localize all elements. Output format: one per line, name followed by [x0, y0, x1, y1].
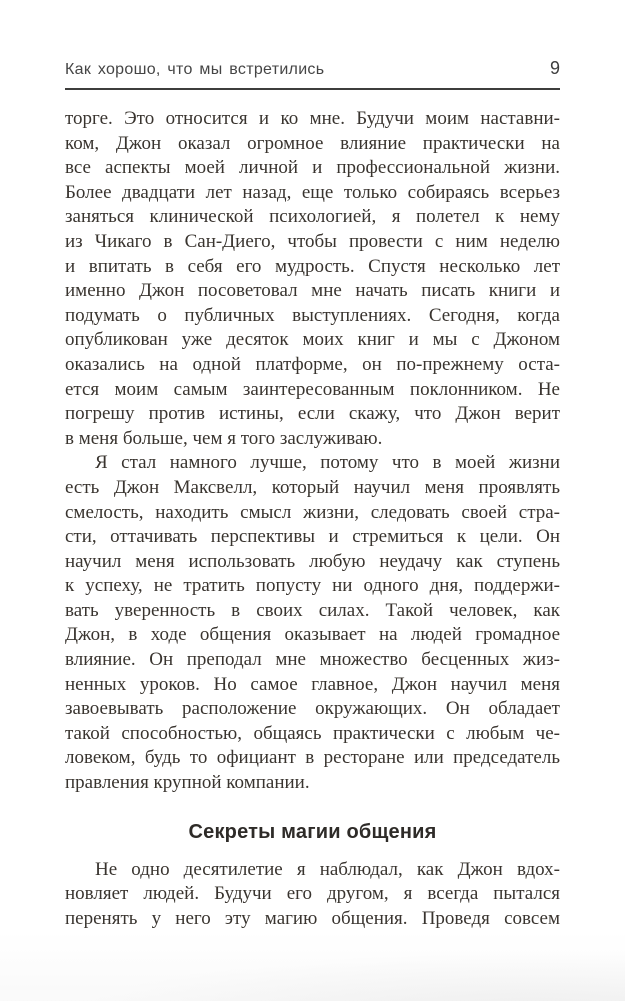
text-line: Джон, в ходе общения оказывает на людей громадное	[65, 624, 560, 646]
text-line: именно Джон посоветовал мне начать писать книги и	[65, 280, 560, 302]
paragraph-3	[65, 858, 560, 932]
text-line: завоевывать расположение окружающих. Он обладает	[65, 698, 560, 720]
text-line: есть Джон Максвелл, который научил меня проявлять	[65, 476, 560, 498]
text-line: Я стал намного лучше, потому что в моей жизни	[95, 452, 560, 474]
text-line: сти, оттачивать перспективы и стремиться к цели. Он	[65, 526, 560, 548]
text-line: ловеком, будь то официант в ресторане или председатель	[65, 747, 560, 769]
text-line: в меня больше, чем я того заслуживаю.	[65, 427, 383, 449]
text-line: научил меня использовать любую неудачу как ступень	[65, 550, 560, 572]
text-line: новляет людей. Будучи его другом, я всегда пытался	[65, 883, 560, 905]
paragraph-2	[65, 451, 560, 795]
paragraph-1	[65, 107, 560, 451]
text-line: влияние. Он преподал мне множество бесценных жиз-	[65, 649, 560, 671]
text-line: и впитать в себя его мудрость. Спустя несколько лет	[65, 255, 560, 277]
text-line: правления крупной компании.	[65, 772, 310, 794]
running-header	[65, 58, 560, 79]
running-title: Как хорошо, что мы встретились	[65, 61, 325, 78]
text-line: такой способностью, общаясь практически с любым че-	[65, 722, 560, 744]
text-line: перенять у него эту магию общения. Проведя совсем	[65, 907, 560, 929]
text-line: ется моим самым заинтересованным поклонником. Не	[65, 378, 560, 400]
text-line: Более двадцати лет назад, еще только собираясь всерьез	[65, 181, 560, 203]
text-line: ком, Джон оказал огромное влияние практически на	[65, 132, 560, 154]
text-line: заняться клинической психологией, я полетел к нему	[65, 206, 560, 228]
section-heading: Секреты магии общения	[188, 820, 437, 843]
header-rule	[65, 88, 560, 90]
text-line: опубликован уже десяток моих книг и мы с Джоном	[65, 329, 560, 351]
text-line: погрешу против истины, если скажу, что Джон верит	[65, 403, 560, 425]
text-line: торге. Это относится и ко мне. Будучи моим наставни-	[65, 108, 560, 129]
text-line: смелость, находить смысл жизни, следовать своей стра-	[65, 501, 560, 523]
text-line: Не одно десятилетие я наблюдал, как Джон вдох-	[95, 858, 560, 880]
text-line: вать уверенность в своих силах. Такой человек, как	[65, 599, 560, 621]
text-line: ненных уроков. Но самое главное, Джон научил меня	[65, 673, 560, 695]
text-line: оказались на одной платформе, он по-прежнему оста-	[65, 353, 560, 375]
page-number: 9	[549, 58, 560, 78]
text-line: из Чикаго в Сан-Диего, чтобы провести с ним неделю	[65, 230, 560, 252]
scan-noise-texture	[0, 931, 625, 1001]
text-line: все аспекты моей личной и профессиональной жизни.	[65, 157, 560, 179]
text-line: к успеху, не тратить попусту ни одного дня, поддержи-	[65, 575, 560, 597]
page-body	[65, 107, 560, 931]
text-line: подумать о публичных выступлениях. Сегодня, когда	[65, 304, 560, 326]
